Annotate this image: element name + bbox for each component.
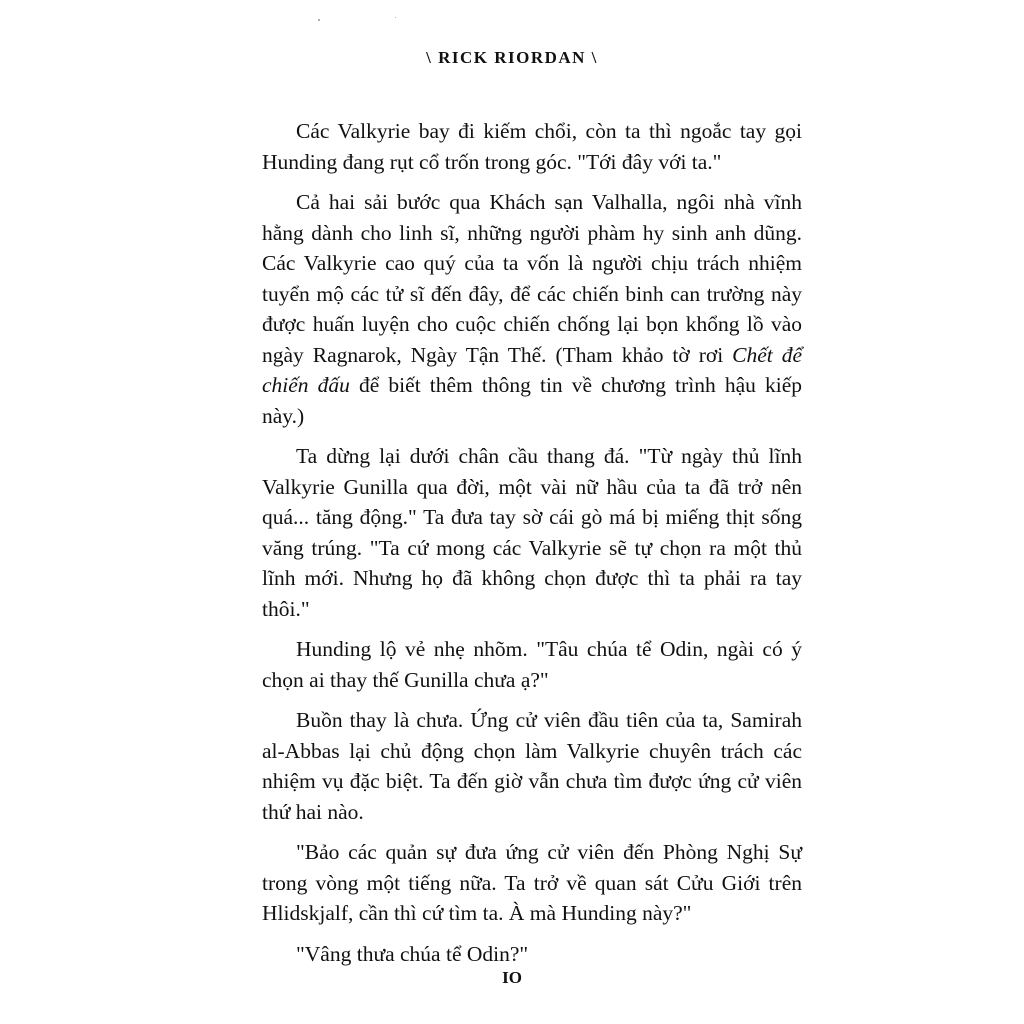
print-speck xyxy=(318,19,320,21)
paragraph: Buồn thay là chưa. Ứng cử viên đầu tiên của ta, Samirah al-Abbas lại chủ động chọn làm Valkyrie chuyên trách các nhiệm vụ đặc biệt. Ta đến giờ vẫn chưa tìm được ứng cử viên thứ hai nào. xyxy=(262,708,802,824)
paragraph-text: Cả hai sải bước qua Khách sạn Valhalla, ngôi nhà vĩnh hằng dành cho linh sĩ, những người phàm hy sinh anh dũng. Các Valkyrie cao quý của ta vốn là người chịu trách nhiệm tuyển mộ các tử sĩ đến đây, để các chiến binh can trường này được huấn luyện cho cuộc chiến chống lại bọn khổng lồ vào ngày Ragnarok, Ngày Tận Thế. (Tham khảo tờ rơi xyxy=(262,190,802,367)
paragraph: "Bảo các quản sự đưa ứng cử viên đến Phòng Nghị Sự trong vòng một tiếng nữa. Ta trở về quan sát Cửu Giới trên Hlidskjalf, cần thì cứ tìm ta. À mà Hunding này?" xyxy=(262,840,802,925)
body-text xyxy=(262,116,802,979)
print-speck xyxy=(395,17,396,18)
page-number: IO xyxy=(502,968,522,987)
italic-title: Chết để chiến đấu xyxy=(262,342,802,397)
paragraph-text: để biết thêm thông tin về chương trình hậu kiếp này.) xyxy=(262,373,802,428)
paragraph: Các Valkyrie bay đi kiếm chổi, còn ta thì ngoắc tay gọi Hunding đang rụt cổ trốn trong góc. "Tới đây với ta." xyxy=(262,119,802,174)
paragraph: Hunding lộ vẻ nhẹ nhõm. "Tâu chúa tể Odin, ngài có ý chọn ai thay thế Gunilla chưa ạ?" xyxy=(262,637,802,692)
paragraph xyxy=(262,187,802,431)
paragraph: "Vâng thưa chúa tể Odin?" xyxy=(296,941,529,966)
running-header: \ RICK RIORDAN \ xyxy=(426,48,598,67)
paragraph: Ta dừng lại dưới chân cầu thang đá. "Từ ngày thủ lĩnh Valkyrie Gunilla qua đời, một vài nữ hầu của ta đã trở nên quá... tăng động." Ta đưa tay sờ cái gò má bị miếng thịt sống văng trúng. "Ta cứ mong các Valkyrie sẽ tự chọn ra một thủ lĩnh mới. Nhưng họ đã không chọn được thì ta phải ra tay thôi." xyxy=(262,444,802,621)
